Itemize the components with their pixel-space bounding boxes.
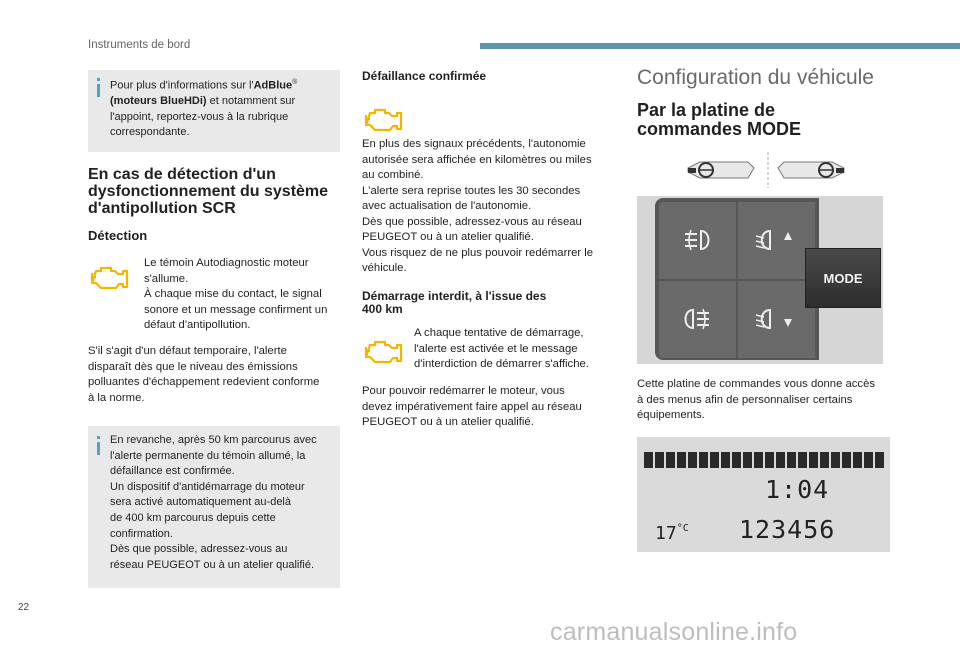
display-matrix-line	[644, 452, 884, 468]
display-odometer: 123456	[739, 515, 836, 544]
header-accent-bar	[480, 43, 960, 49]
page-number: 22	[18, 602, 30, 613]
adblue-brand: AdBlue	[253, 79, 293, 92]
temperature-unit: °C	[676, 523, 689, 534]
info-line: correspondante.	[110, 126, 190, 139]
failure-text: En plus des signaux précédents, l'autonomie autorisée sera affichée en kilomètres ou miles au combiné. L'alerte sera reprise toutes les 30 secondes avec actualisation de l'autonomie. Dès que possible, adressez-vous au réseau PEUGEOT ou à un atelier qualifié. Vous risquez de ne plus pouvoir redémarrer le véhicule.	[362, 138, 594, 274]
bluehdi-label: (moteurs BlueHDi)	[110, 95, 207, 108]
start-forbidden-text: A chaque tentative de démarrage, l'alerte est activée et le message d'interdiction de démarrer s'affiche.	[414, 327, 589, 370]
start-forbidden-title: Démarrage interdit, à l'issue des 400 km	[362, 289, 547, 316]
mode-control-panel	[637, 196, 883, 364]
temporary-fault-paragraph: S'il s'agit d'un défaut temporaire, l'alerte disparaît dès que le niveau des émissions polluantes d'échappement redevient conforme à la norme.	[88, 345, 320, 404]
rear-fog-light-icon	[681, 228, 715, 252]
info-box-confirmation	[88, 426, 340, 588]
headlamp-adjust-up-icon	[754, 228, 800, 252]
mode-button-label: MODE	[823, 270, 863, 286]
temperature-value: 17	[655, 523, 677, 544]
mode-button[interactable]	[805, 248, 881, 308]
restart-paragraph: Pour pouvoir redémarrer le moteur, vous devez impérativement faire appel au réseau PEUGEOT ou à un atelier qualifié.	[362, 385, 582, 428]
info-box-adblue	[88, 70, 340, 152]
detection-title: Détection	[88, 228, 148, 243]
engine-warning-icon	[362, 336, 406, 366]
detection-text: Le témoin Autodiagnostic moteur s'allume. À chaque mise du contact, le signal sonore et un message confirment un défaut d'antipollution.	[144, 257, 328, 331]
front-fog-light-button[interactable]	[659, 281, 736, 358]
registered-mark: ®	[292, 79, 298, 86]
display-clock: 1:04	[765, 475, 830, 504]
info-line: l'appoint, reportez-vous à la rubrique	[110, 110, 289, 123]
config-title: Configuration du véhicule	[637, 66, 874, 89]
info-line: Pour plus d'informations sur l'	[110, 79, 254, 92]
display-temperature	[655, 523, 689, 544]
watermark: carmanualsonline.info	[550, 618, 798, 646]
dashboard-display	[637, 437, 890, 552]
panel-description: Cette platine de commandes vous donne accès à des menus afin de personnaliser certains équipements.	[637, 378, 876, 421]
section-title: Instruments de bord	[88, 39, 191, 51]
section-heading-scr: En cas de détection d'un dysfonctionnement du système d'antipollution SCR	[88, 166, 329, 217]
steering-wheel-diagram	[686, 152, 856, 188]
engine-warning-icon	[362, 104, 406, 134]
mode-panel-subtitle: Par la platine de commandes MODE	[637, 100, 802, 139]
info-box-adblue-text	[110, 75, 336, 141]
info-line: et notamment sur	[206, 95, 296, 108]
rear-fog-light-button[interactable]	[659, 202, 736, 279]
failure-title: Défaillance confirmée	[362, 69, 487, 83]
info-icon	[97, 84, 100, 97]
info-box-confirmation-text: En revanche, après 50 km parcourus avec l'alerte permanente du témoin allumé, la défaillance est confirmée. Un dispositif d'antidémarrage du moteur sera activé automatiquement au-delà de 400 km parcourus depuis cette confirmation. Dès que possible, adressez-vous au réseau PEUGEOT ou à un atelier qualifié.	[110, 434, 317, 571]
info-icon	[97, 442, 100, 455]
headlamp-up-button[interactable]	[738, 202, 815, 279]
engine-warning-icon	[88, 262, 132, 292]
headlamp-down-button[interactable]	[738, 281, 815, 358]
front-fog-light-icon	[679, 307, 715, 331]
headlamp-adjust-down-icon	[754, 307, 800, 331]
